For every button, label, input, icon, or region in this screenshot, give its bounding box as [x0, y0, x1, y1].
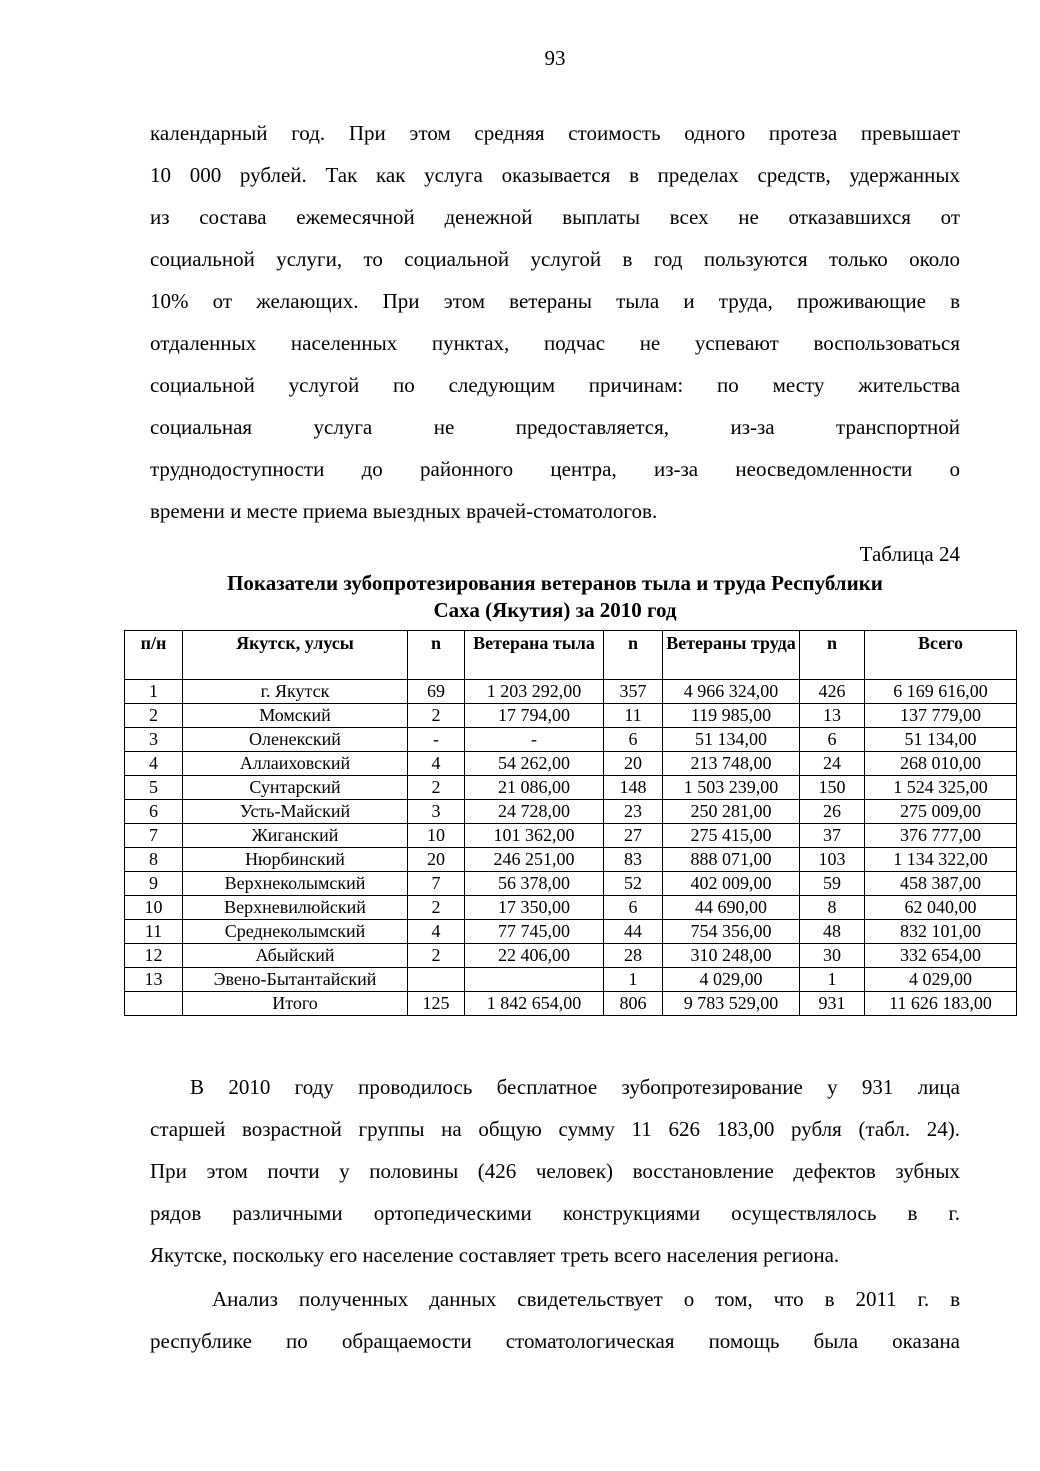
table-cell: 20	[604, 752, 663, 776]
table-cell: 4	[408, 752, 465, 776]
header-cell: Всего	[865, 631, 1017, 680]
paragraph-line: В 2010 году проводилось бесплатное зубопротезирование у 931 лица	[190, 1075, 960, 1099]
table-title	[125, 570, 985, 624]
table-cell: 250 281,00	[663, 800, 800, 824]
table-cell: 125	[408, 992, 465, 1016]
table-title-line: Саха (Якутия) за 2010 год	[433, 598, 677, 622]
paragraph-line: республике по обращаемости стоматологическая помощь была оказана	[150, 1329, 960, 1353]
table-cell: 806	[604, 992, 663, 1016]
table-cell: 83	[604, 848, 663, 872]
table-cell: 28	[604, 944, 663, 968]
table-cell: 4 029,00	[663, 968, 800, 992]
table-cell: Момский	[183, 704, 408, 728]
table-row	[125, 824, 1017, 848]
paragraph-line: социальной услугой по следующим причинам: по месту жительства	[150, 373, 960, 397]
table-cell: 6 169 616,00	[865, 680, 1017, 704]
table-cell: 77 745,00	[465, 920, 604, 944]
table-cell: 2	[408, 776, 465, 800]
table-cell: 22 406,00	[465, 944, 604, 968]
paragraph-line: социальной услуги, то социальной услугой в год пользуются только около	[150, 247, 960, 271]
table-cell: 357	[604, 680, 663, 704]
table-cell: 20	[408, 848, 465, 872]
table-cell: 11 626 183,00	[865, 992, 1017, 1016]
table-cell: 103	[800, 848, 865, 872]
paragraph-line: социальная услуга не предоставляется, из-за транспортной	[150, 415, 960, 439]
table-cell: Среднеколымский	[183, 920, 408, 944]
table-cell: 458 387,00	[865, 872, 1017, 896]
table-cell: г. Якутск	[183, 680, 408, 704]
table-row	[125, 920, 1017, 944]
table-cell: 1 503 239,00	[663, 776, 800, 800]
header-cell: n	[604, 631, 663, 680]
table-cell: 4 966 324,00	[663, 680, 800, 704]
table-cell: 8	[800, 896, 865, 920]
table-cell: 24	[800, 752, 865, 776]
table-cell: 56 378,00	[465, 872, 604, 896]
table-cell: Оленекский	[183, 728, 408, 752]
table-cell: -	[408, 728, 465, 752]
table-cell: 44	[604, 920, 663, 944]
table-cell: 246 251,00	[465, 848, 604, 872]
table-header-row	[125, 631, 1017, 680]
paragraph-line: При этом почти у половины (426 человек) восстановление дефектов зубных	[150, 1159, 960, 1183]
table-cell: 7	[125, 824, 183, 848]
table-cell: 137 779,00	[865, 704, 1017, 728]
table-row	[125, 896, 1017, 920]
paragraph-2	[150, 1066, 960, 1276]
table-cell: Верхневилюйский	[183, 896, 408, 920]
table-row	[125, 680, 1017, 704]
table-cell: Жиганский	[183, 824, 408, 848]
table-cell: 52	[604, 872, 663, 896]
table-cell: 275 415,00	[663, 824, 800, 848]
table-cell: 51 134,00	[865, 728, 1017, 752]
table-cell: 268 010,00	[865, 752, 1017, 776]
table-row	[125, 992, 1017, 1016]
table-cell: 1 524 325,00	[865, 776, 1017, 800]
table-cell: 2	[408, 944, 465, 968]
header-cell: Ветерана тыла	[465, 631, 604, 680]
table-cell: 13	[800, 704, 865, 728]
table-row	[125, 968, 1017, 992]
table-cell: 2	[408, 704, 465, 728]
table-cell: 62 040,00	[865, 896, 1017, 920]
table-cell: 1 134 322,00	[865, 848, 1017, 872]
table-cell: 51 134,00	[663, 728, 800, 752]
table-row	[125, 800, 1017, 824]
table-cell: 8	[125, 848, 183, 872]
table-cell: 101 362,00	[465, 824, 604, 848]
table-cell: 69	[408, 680, 465, 704]
prosthetics-table	[124, 630, 1017, 1016]
table-cell: 1 203 292,00	[465, 680, 604, 704]
table-row	[125, 776, 1017, 800]
table-cell: 148	[604, 776, 663, 800]
table-cell: 17 794,00	[465, 704, 604, 728]
paragraph-line: Анализ полученных данных свидетельствует о том, что в 2011 г. в	[212, 1287, 960, 1311]
table-cell: 23	[604, 800, 663, 824]
header-cell: п/н	[125, 631, 183, 680]
table-cell: 13	[125, 968, 183, 992]
table-cell: 9	[125, 872, 183, 896]
table-cell: 213 748,00	[663, 752, 800, 776]
header-cell: n	[408, 631, 465, 680]
table-cell: Усть-Майский	[183, 800, 408, 824]
table-cell: 26	[800, 800, 865, 824]
table-row	[125, 848, 1017, 872]
table-cell	[408, 968, 465, 992]
table-cell: 1	[800, 968, 865, 992]
table-cell: 4	[408, 920, 465, 944]
header-cell: n	[800, 631, 865, 680]
header-cell: Ветераны труда	[663, 631, 800, 680]
table-cell	[125, 992, 183, 1016]
table-cell: 30	[800, 944, 865, 968]
table-cell: 2	[125, 704, 183, 728]
table-cell: 59	[800, 872, 865, 896]
table-row	[125, 752, 1017, 776]
table-cell: 2	[408, 896, 465, 920]
table-cell: Сунтарский	[183, 776, 408, 800]
paragraph-line: Якутске, поскольку его население составляет треть всего населения региона.	[150, 1243, 840, 1267]
table-body	[125, 680, 1017, 1016]
table-cell: 150	[800, 776, 865, 800]
table-cell: 1 842 654,00	[465, 992, 604, 1016]
table-row	[125, 728, 1017, 752]
table-cell: 44 690,00	[663, 896, 800, 920]
table-cell: 119 985,00	[663, 704, 800, 728]
table-cell: 1	[125, 680, 183, 704]
table-cell: 426	[800, 680, 865, 704]
paragraph-line: старшей возрастной группы на общую сумму 11 626 183,00 рубля (табл. 24).	[150, 1117, 960, 1141]
table-cell: 6	[604, 728, 663, 752]
table-cell: 54 262,00	[465, 752, 604, 776]
table-cell: 3	[408, 800, 465, 824]
table-cell: 6	[604, 896, 663, 920]
table-cell: 754 356,00	[663, 920, 800, 944]
paragraph-1	[150, 112, 960, 532]
paragraph-line: времени и месте приема выездных врачей-стоматологов.	[150, 499, 658, 523]
paragraph-line: 10% от желающих. При этом ветераны тыла и труда, проживающие в	[150, 289, 960, 313]
table-cell: 10	[408, 824, 465, 848]
table-cell: Верхнеколымский	[183, 872, 408, 896]
table-cell: Эвено-Бытантайский	[183, 968, 408, 992]
table-cell: 10	[125, 896, 183, 920]
table-cell: 9 783 529,00	[663, 992, 800, 1016]
table-cell: 17 350,00	[465, 896, 604, 920]
table-cell: 4 029,00	[865, 968, 1017, 992]
table-cell: 888 071,00	[663, 848, 800, 872]
table-cell: 275 009,00	[865, 800, 1017, 824]
paragraph-line: 10 000 рублей. Так как услуга оказывается в пределах средств, удержанных	[150, 163, 960, 187]
paragraph-line: календарный год. При этом средняя стоимость одного протеза превышает	[150, 121, 960, 145]
table-cell: Аллаиховский	[183, 752, 408, 776]
table-cell: 3	[125, 728, 183, 752]
table-cell: 21 086,00	[465, 776, 604, 800]
table-row	[125, 704, 1017, 728]
table-cell: 376 777,00	[865, 824, 1017, 848]
table-title-line: Показатели зубопротезирования ветеранов тыла и труда Республики	[227, 571, 883, 595]
table-cell: 1	[604, 968, 663, 992]
table-row	[125, 872, 1017, 896]
table-cell: Абыйский	[183, 944, 408, 968]
table-cell: 4	[125, 752, 183, 776]
table-cell: -	[465, 728, 604, 752]
paragraph-line: труднодоступности до районного центра, из-за неосведомленности о	[150, 457, 960, 481]
table-cell: 332 654,00	[865, 944, 1017, 968]
table-cell: 24 728,00	[465, 800, 604, 824]
page-number: 93	[544, 46, 566, 70]
table-cell: 11	[125, 920, 183, 944]
table-cell: 12	[125, 944, 183, 968]
table-cell: 402 009,00	[663, 872, 800, 896]
table-cell: 7	[408, 872, 465, 896]
paragraph-3	[150, 1278, 960, 1362]
paragraph-line: из состава ежемесячной денежной выплаты всех не отказавшихся от	[150, 205, 960, 229]
paragraph-line: отдаленных населенных пунктах, подчас не успевают воспользоваться	[150, 331, 960, 355]
table-cell: 832 101,00	[865, 920, 1017, 944]
table-cell: 5	[125, 776, 183, 800]
table-cell: 6	[125, 800, 183, 824]
table-cell: 11	[604, 704, 663, 728]
paragraph-line: рядов различными ортопедическими конструкциями осуществлялось в г.	[150, 1201, 960, 1225]
table-cell: 37	[800, 824, 865, 848]
table-cell: Нюрбинский	[183, 848, 408, 872]
table-cell: 931	[800, 992, 865, 1016]
table-row	[125, 944, 1017, 968]
table-cell: 6	[800, 728, 865, 752]
table-cell: 310 248,00	[663, 944, 800, 968]
table-cell: 27	[604, 824, 663, 848]
header-cell: Якутск, улусы	[183, 631, 408, 680]
table-caption: Таблица 24	[859, 542, 960, 566]
table-cell	[465, 968, 604, 992]
table-cell: Итого	[183, 992, 408, 1016]
table-cell: 48	[800, 920, 865, 944]
